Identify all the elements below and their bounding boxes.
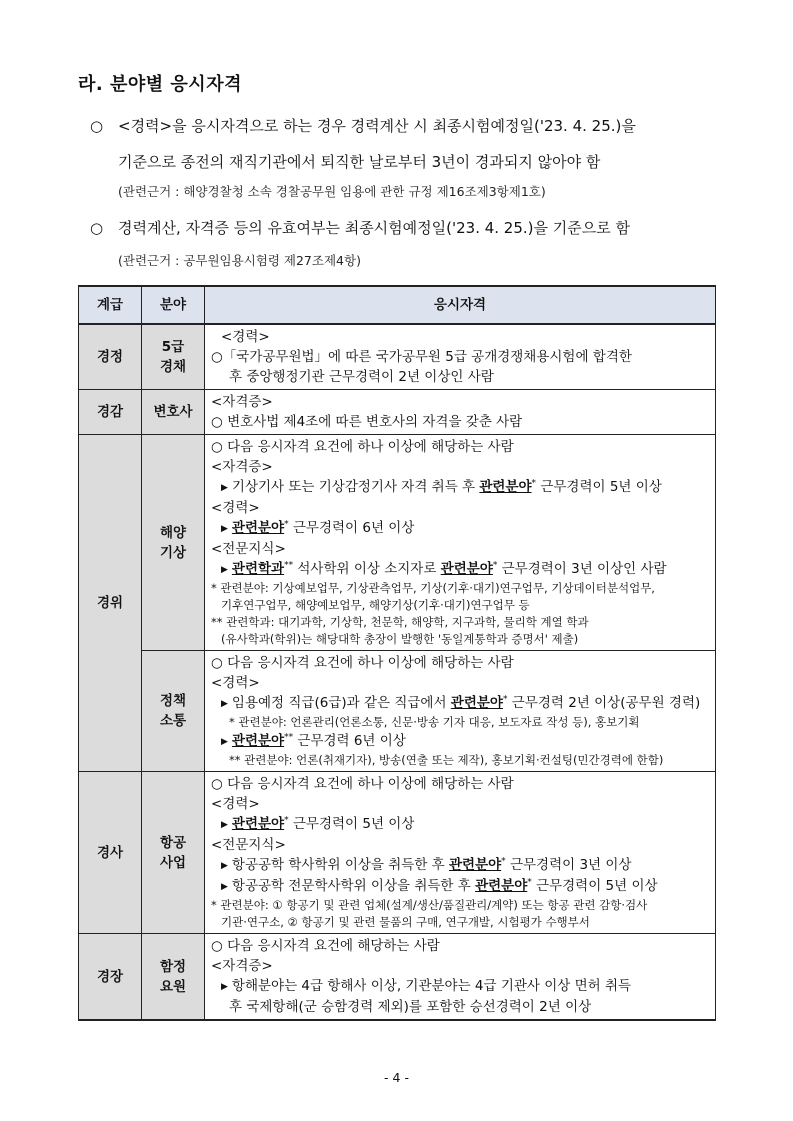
qualification-cell: [205, 651, 716, 772]
qual-line: <경력>: [211, 675, 260, 691]
qualification-cell: [205, 324, 716, 390]
footnote-mark: *: [501, 856, 506, 867]
footnote-line: ** 관련학과: 대기과학, 기상학, 천문학, 해양학, 지구과학, 물리학 계열 학과: [211, 615, 589, 629]
grade-cell: 경위: [79, 435, 142, 772]
qual-line: <자격증>: [211, 958, 273, 974]
field-line: 5급: [161, 339, 185, 355]
qual-line: [211, 731, 711, 752]
footnote-mark: **: [284, 560, 294, 571]
triangle-bullet-icon: ▶: [221, 565, 228, 575]
footnote-mark: *: [284, 815, 289, 826]
qual-line: <경력>: [211, 500, 260, 516]
qual-text: 기상기사 또는 기상감정기사 자격 취득 후: [231, 479, 480, 495]
triangle-bullet-icon: ▶: [221, 982, 228, 992]
grade-cell: 경사: [79, 772, 142, 934]
qual-text: 항해분야는 4급 항해사 이상, 기관분야는 4급 기관사 이상 면허 취득: [231, 978, 632, 994]
qual-line: [211, 855, 711, 876]
triangle-bullet-icon: ▶: [221, 820, 228, 830]
grade-cell: 경장: [79, 934, 142, 1021]
table-row: [79, 934, 716, 1021]
field-cell: [142, 934, 205, 1021]
circle-bullet: ○: [90, 219, 104, 237]
header-field: 분야: [142, 286, 205, 324]
qual-line: ○「국가공무원법」에 따른 국가공무원 5급 공개경쟁채용시험에 합격한: [211, 349, 632, 365]
footnote-line: 기후연구업무, 해양예보업무, 해양기상(기후·대기)연구업무 등: [221, 598, 530, 612]
qual-line: [211, 559, 711, 580]
qualification-cell: [205, 772, 716, 934]
footnote-mark: *: [502, 694, 508, 705]
para1-line1: <경력>을 응시자격으로 하는 경우 경력계산 시 최종시험예정일('23. 4. 25.)을: [118, 117, 636, 135]
qual-line: ○ 다음 응시자격 요건에 하나 이상에 해당하는 사람: [211, 439, 514, 455]
keyword: 관련분야: [479, 479, 532, 495]
qual-line: 후 중앙행정기관 근무경력이 2년 이상인 사람: [229, 369, 494, 385]
section-heading: 라. 분야별 응시자격: [78, 74, 242, 95]
qual-text: 근무경력이 6년 이상: [288, 520, 415, 536]
header-qualification: 응시자격: [205, 286, 716, 324]
footnote-mark: *: [531, 478, 537, 489]
footnote-line: * 관련분야: 기상예보업무, 기상관측업무, 기상(기후·대기)연구업무, 기상데이터분석업무,: [211, 581, 655, 595]
field-line: 경채: [159, 359, 187, 375]
triangle-bullet-icon: ▶: [221, 861, 228, 871]
field-line: 정책: [159, 693, 187, 709]
footnote-line: 기관·연구소, ② 항공기 및 관련 물품의 구매, 연구개발, 시험평가 수행부서: [221, 915, 590, 929]
footnote-mark: **: [284, 732, 294, 743]
footnote-mark: *: [492, 560, 498, 571]
page-number: - 4 -: [384, 1070, 409, 1085]
qual-text: 항공공학 학사학위 이상을 취득한 후: [231, 857, 449, 873]
para2-line1: 경력계산, 자격증 등의 유효여부는 최종시험예정일('23. 4. 25.)을 기준으로 함: [118, 219, 630, 237]
grade-cell: 경감: [79, 390, 142, 435]
footnote-line: (유사학과(학위)는 해당대학 총장이 발행한 '동일계통학과 증명서' 제출): [221, 632, 579, 646]
qualification-cell: [205, 934, 716, 1021]
para1-line2: 기준으로 종전의 재직기관에서 퇴직한 날로부터 3년이 경과되지 않아야 함: [118, 153, 601, 171]
qual-line: <자격증>: [211, 459, 273, 475]
field-line: 함정: [159, 958, 187, 975]
paragraph-validity: [90, 216, 730, 240]
keyword: 관련학과: [231, 561, 285, 577]
table-row: [79, 390, 716, 435]
qual-line: [211, 518, 711, 539]
qual-line: [211, 976, 711, 997]
table-row: [79, 324, 716, 390]
field-line: 항공: [159, 834, 187, 851]
qual-text: 항공공학 전문학사학위 이상을 취득한 후: [231, 878, 476, 894]
table-row: [79, 772, 716, 934]
field-cell: 변호사: [142, 390, 205, 435]
qual-text: 근무경력 2년 이상(공무원 경력): [507, 695, 701, 711]
qual-text: 근무경력이 5년 이상: [531, 878, 658, 894]
keyword: 관련분야: [231, 733, 285, 749]
field-cell: [142, 772, 205, 934]
header-grade: 계급: [79, 286, 142, 324]
qual-line: [211, 477, 711, 498]
grade-cell: 경정: [79, 324, 142, 390]
qualification-cell: [205, 390, 716, 435]
qual-text: 근무경력이 5년 이상: [536, 479, 662, 495]
field-cell: [142, 651, 205, 772]
qual-text: 근무경력 6년 이상: [293, 733, 406, 749]
qual-line: <전문지식>: [211, 837, 286, 853]
keyword: 관련분야: [450, 695, 503, 711]
paragraph-career-calc: [90, 114, 730, 174]
qual-text: 근무경력이 3년 이상: [505, 857, 632, 873]
qual-line: ○ 변호사법 제4조에 따른 변호사의 자격을 갖춘 사람: [211, 414, 523, 430]
qual-text: 임용예정 직급(6급)과 같은 직급에서: [231, 695, 451, 711]
keyword: 관련분야: [231, 816, 285, 832]
triangle-bullet-icon: ▶: [221, 699, 228, 709]
footnote-mark: *: [527, 877, 532, 888]
qual-line: [211, 814, 711, 835]
field-line: 소통: [159, 713, 187, 729]
field-cell: [142, 324, 205, 390]
footnote-mark: *: [284, 519, 289, 530]
field-line: 사업: [159, 854, 187, 871]
qual-text: 근무경력이 5년 이상: [288, 816, 415, 832]
keyword: 관련분야: [231, 520, 285, 536]
keyword: 관련분야: [475, 878, 528, 894]
table-header-row: [79, 286, 716, 324]
qual-line: ○ 다음 응시자격 요건에 하나 이상에 해당하는 사람: [211, 655, 514, 671]
field-cell: [142, 435, 205, 651]
triangle-bullet-icon: ▶: [221, 737, 228, 747]
triangle-bullet-icon: ▶: [221, 483, 228, 493]
qual-line: ○ 다음 응시자격 요건에 하나 이상에 해당하는 사람: [211, 776, 514, 792]
table-row: [79, 435, 716, 651]
qual-text: 근무경력이 3년 이상인 사람: [497, 561, 667, 577]
qual-line: <경력>: [211, 796, 260, 812]
table-row: [79, 651, 716, 772]
field-line: 해양: [159, 524, 187, 541]
qual-line: <전문지식>: [211, 541, 286, 557]
qual-line: [211, 876, 711, 897]
triangle-bullet-icon: ▶: [221, 882, 228, 892]
footnote-line: ** 관련분야: 언론(취재기자), 방송(연출 또는 제작), 홍보기획·컨설팅(민간경력에 한함): [229, 753, 664, 767]
field-line: 기상: [159, 544, 187, 561]
triangle-bullet-icon: ▶: [221, 524, 228, 534]
footnote-line: * 관련분야: ① 항공기 및 관련 업체(설계/생산/품질관리/계약) 또는 항공 관련 감항·검사: [211, 898, 648, 912]
qualification-cell: [205, 435, 716, 651]
footnote-line: * 관련분야: 언론관리(언론소통, 신문·방송 기자 대응, 보도자료 작성 등), 홍보기획: [229, 715, 640, 729]
qual-line: <자격증>: [211, 394, 273, 410]
qual-line: [211, 693, 711, 714]
para1-note: (관련근거 : 해양경찰청 소속 경찰공무원 임용에 관한 규정 제16조제3항제1호): [118, 184, 546, 199]
field-line: 요원: [159, 978, 187, 995]
qualification-table: [78, 285, 716, 1021]
para2-note: (관련근거 : 공무원임용시험령 제27조제4항): [118, 253, 361, 268]
qual-line: ○ 다음 응시자격 요건에 해당하는 사람: [211, 938, 440, 954]
circle-bullet: ○: [90, 117, 104, 135]
qual-text: 석사학위 이상 소지자로: [293, 561, 441, 577]
keyword: 관련분야: [449, 857, 502, 873]
qual-line: <경력>: [221, 329, 270, 345]
keyword: 관련분야: [440, 561, 493, 577]
qual-line: 후 국제항해(군 승함경력 제외)를 포함한 승선경력이 2년 이상: [229, 999, 592, 1015]
